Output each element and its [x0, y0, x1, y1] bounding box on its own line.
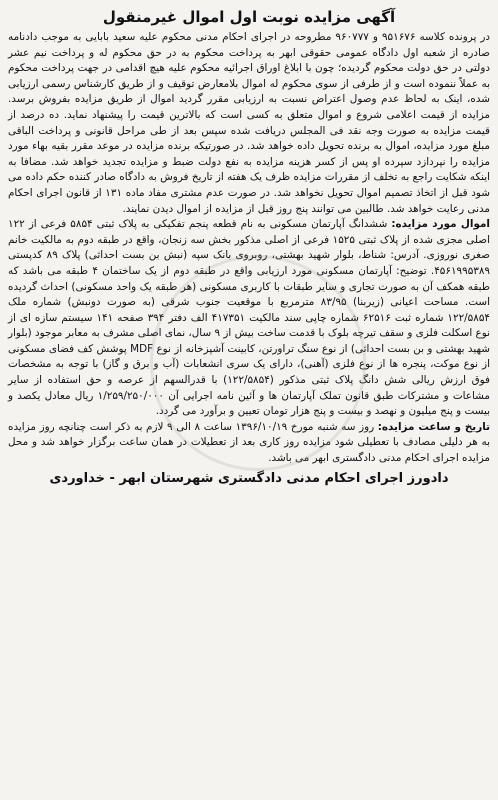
date-paragraph [8, 420, 490, 467]
date-label: تاریخ و ساعت مزایده: [377, 420, 490, 433]
property-paragraph [8, 217, 490, 420]
signature-line: دادورز اجرای احکام مدنی دادگستری شهرستان ابهر - خداوردی [49, 470, 449, 486]
notice-title: آگهی مزایده نوبت اول اموال غیرمنقول [102, 8, 396, 26]
date-text: روز سه شنبه مورخ ۱۳۹۶/۱۰/۱۹ ساعت ۸ الی ۹ لازم به ذکر است چنانچه روز مزایده به هر دلیلی مصادف با تعطیلی شود مزایده روز کاری بعد از تعطیلات در همان ساعت برگزار خواهد شد و محل مزایده اجرای احکام مدنی دادگستری ابهر می باشد. [8, 420, 490, 465]
intro-paragraph: در پرونده کلاسه ۹۵۱۶۷۶ و ۹۶۰۷۷۷ مطروحه در اجرای احکام مدنی محکوم علیه سعید بابایی به موجب دادنامه صادره از شعبه اول دادگاه عمومی حقوقی ابهر به پرداخت محکوم به در حق محکوم له و پرداخت نیم عشر دولتی در حق دولت محکوم گردیده؛ چون با ابلاغ اوراق اجرائیه محکوم علیه هیچ اقدامی در جهت پرداخت محکوم به عملاً ننموده است و از طرفی از سوی محکوم له اموال بلامعارض توقیف و از طریق کارشناس رسمی ارزیابی شده، اینک به لحاظ عدم وصول اعتراض نسبت به ارزیابی مقرر گردید اموال از طریق مزایده بفروش برسد. مزایده از قیمت اعلامی شروع و اموال متعلق به کسی است که بالاترین قیمت را پیشنهاد نماید. ده درصد از قیمت مزایده به صورت وجه نقد فی المجلس دریافت شده سپس بعد از طی مراحل قانونی و پرداخت الباقی مبلغ مورد مزایده، اموال به برنده تحویل داده خواهد شد. در صورتیکه برنده مزایده در موعد مقرر بقیه بهاء مورد مزایده را نپردازد سپرده او پس از کسر هزینه مزایده به نفع دولت ضبط و مزایده تجدید خواهد شد. مضافا به اینکه شکایت راجع به تخلف از مقررات مزایده ظرف یک هفته از تاریخ فروش به دادگاه صادر کننده حکم داده می شود قبل از اتخاذ تصمیم اموال تحویل نخواهد شد. در صورت عدم مشتری مفاد ماده ۱۳۱ از قانون اجرای احکام مدنی رعایت خواهد شد. طالبین می توانند پنج روز قبل از مزایده از اموال دیدن نمایند. [8, 31, 490, 215]
property-label: اموال مورد مزایده: [391, 218, 490, 231]
property-text: ششدانگ آپارتمان مسکونی به نام قطعه پنجم تفکیکی به پلاک ثبتی ۵۸۵۴ فرعی از ۱۲۲ اصلی مجزی شده از پلاک ثبتی ۱۵۲۵ فرعی از اصلی مذکور بخش سه زنجان، واقع در طبقه دوم به مالکیت خانم صغری نوروزی. آدرس: شناط، بلوار شهید بهشتی، روبروی بانک سپه (نبش بن بست احداثی) پلاک ۸۹ کدپستی ۴۵۶۱۹۹۵۳۸۹. توضیح: آپارتمان مسکونی مورد ارزیابی واقع در طبقه دوم از یک ساختمان ۴ طبقه می باشد که طبقه همکف آن به صورت تجاری و سایر طبقات با کاربری مسکونی (هر طبقه یک واحد مسکونی) احداث گردیده است. مساحت اعیانی (زیربنا) ۸۳/۹۵ مترمربع با موقعیت جنوب شرقی (به صورت دونبش) شماره ملک ۱۲۲/۵۸۵۴ شماره ثبت ۶۲۵۱۶ شماره چاپی سند مالکیت ۴۱۷۳۵۱ الف دفتر ۳۹۴ صفحه ۱۴۱ سیستم سازه ای از نوع اسکلت فلزی و سقف تیرچه بلوک با قدمت ساخت بیش از ۹ سال، نمای اصلی مشرف به معابر موجود (بلوار شهید بهشتی و بن بست احداثی) از نوع سنگ تراورتن، کابینت آشپزخانه از نوع MDF پوشش کف فضای مسکونی از نوع موکت، پنجره ها از نوع فلزی (آهنی)، دارای یک سری انشعابات (آب و برق و گاز) با توجه به مشخصات فوق ارزش ریالی شش دانگ پلاک ثبتی مذکور (۱۲۲/۵۸۵۴) با قدرالسهم از عرصه و حق استفاده از سایر مشاعات و مشترکات طبق قانون تملک آپارتمان ها و آئین نامه اجرایی آن ۱/۲۵۹/۲۵۰/۰۰۰ ریال معادل یکصد و بیست و پنج میلیون و نهصد و بیست و پنج هزار تومان تعیین و برآورد می گردد. [8, 218, 491, 418]
